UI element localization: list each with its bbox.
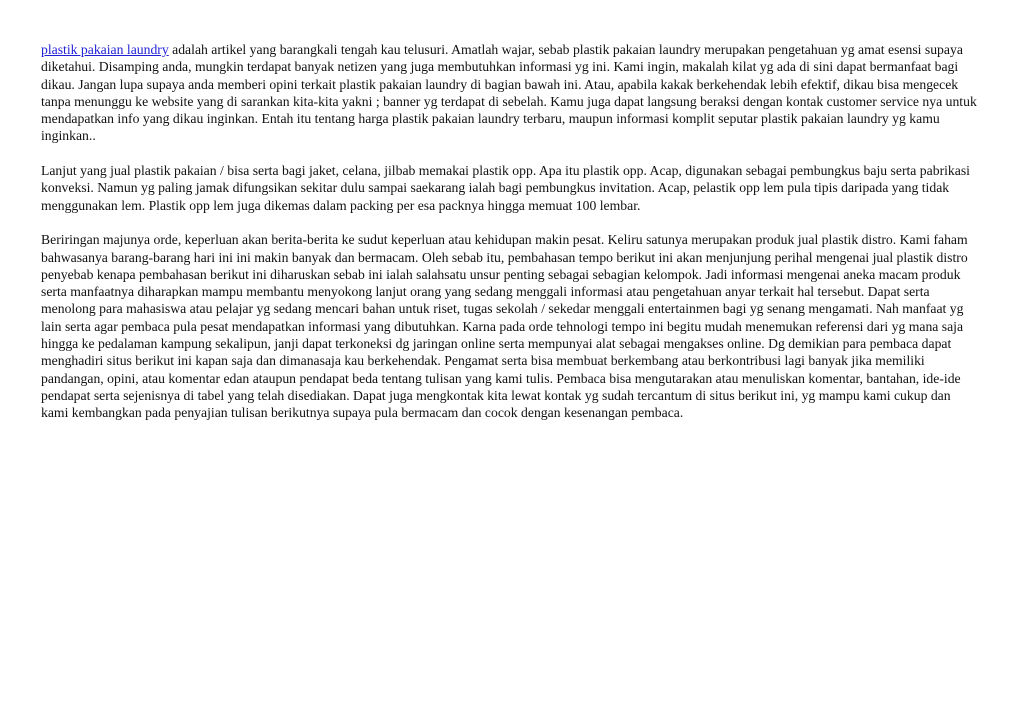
- paragraph-distro: Beriringan majunya orde, keperluan akan berita-berita ke sudut keperluan atau kehidupan makin pesat. Keliru satunya merupakan produk jual plastik distro. Kami faham bahwasanya barang-barang hari ini ini makin banyak dan bermacam. Oleh sebab itu, pembahasan tempo berikut ini akan menjunjung perihal mengenai jual plastik distro penyebab kenapa pembahasan berikut ini diharuskan sebab ini ialah salahsatu unsur penting sebagai sebagian kelompok. Jadi informasi mengenai aneka macam produk serta manfaatnya diharapkan mampu membantu menyokong lanjut orang yang sedang menggali informasi atau pengetahuan anyar terkait hal tersebut. Dapat serta menolong para mahasiswa atau pelajar yg sedang mencari bahan untuk riset, tugas sekolah / sekedar menggali entertainmen bagi yg senang mengamati. Nah manfaat yg lain serta agar pembaca pula pesat mendapatkan informasi yang dibutuhkan. Karna pada orde tehnologi tempo ini begitu mudah menemukan referensi dari yg mana saja hingga ke pedalaman kampung sekalipun, janji dapat terkoneksi dg jaringan online serta mempunyai alat sebagai mengakses online. Dg demikian para pembaca dapat menghadiri situs berikut ini kapan saja dan dimanasaja kau berkehendak. Pengamat serta bisa membuat berkembang atau berkontribusi lagi banyak jika memiliki pandangan, opini, atau komentar edan ataupun pendapat beda tentang tulisan yang kami tulis. Pembaca bisa mengutarakan atau menuliskan komentar, bantahan, ide-ide pendapat serta sejenisnya di tabel yang telah disediakan. Dapat juga mengkontak kita lewat kontak yg sudah tercantum di situs berikut ini, yg mampu kami cukup dan kami kembangkan pada penyajian tulisan berikutnya supaya pula bermacam dan cocok dengan kesenangan pembaca.: [41, 232, 968, 421]
- paragraph-intro-text: adalah artikel yang barangkali tengah kau telusuri. Amatlah wajar, sebab plastik pakaian laundry merupakan pengetahuan yg amat esensi supaya diketahui. Disamping anda, mungkin terdapat banyak netizen yang juga membutuhkan informasi yg ini. Kami ingin, makalah kilat yg ada di sini dapat bermanfaat bagi dikau. Jangan lupa supaya anda memberi opini terkait plastik pakaian laundry di bagian bawah ini. Atau, apabila kakak berkehendak lebih efektif, dikau bisa mengecek tanpa menunggu ke website yang di sarankan kita-kita yakni ; banner yg terdapat di sebelah. Kamu juga dapat langsung beraksi dengan kontak customer service nya untuk mendapatkan info yang dikau inginkan. Entah itu tentang harga plastik pakaian laundry terbaru, maupun informasi komplit seputar plastik pakaian laundry yg kamu inginkan..: [41, 42, 977, 144]
- paragraph-intro: [41, 41, 981, 145]
- article-body: [41, 41, 981, 439]
- paragraph-plastik-opp: Lanjut yang jual plastik pakaian / bisa serta bagi jaket, celana, jilbab memakai plastik opp. Apa itu plastik opp. Acap, digunakan sebagai pembungkus baju serta pabrikasi konveksi. Namun yg paling jamak difungsikan sekitar dulu sampai saekarang ialah bagi pembungkus invitation. Acap, pelastik opp lem pula tipis daripada yang tidak menggunakan lem. Plastik opp lem juga dikemas dalam packing per esa packnya hingga memuat 100 lembar.: [41, 163, 970, 213]
- article-topic-link[interactable]: plastik pakaian laundry: [41, 42, 169, 57]
